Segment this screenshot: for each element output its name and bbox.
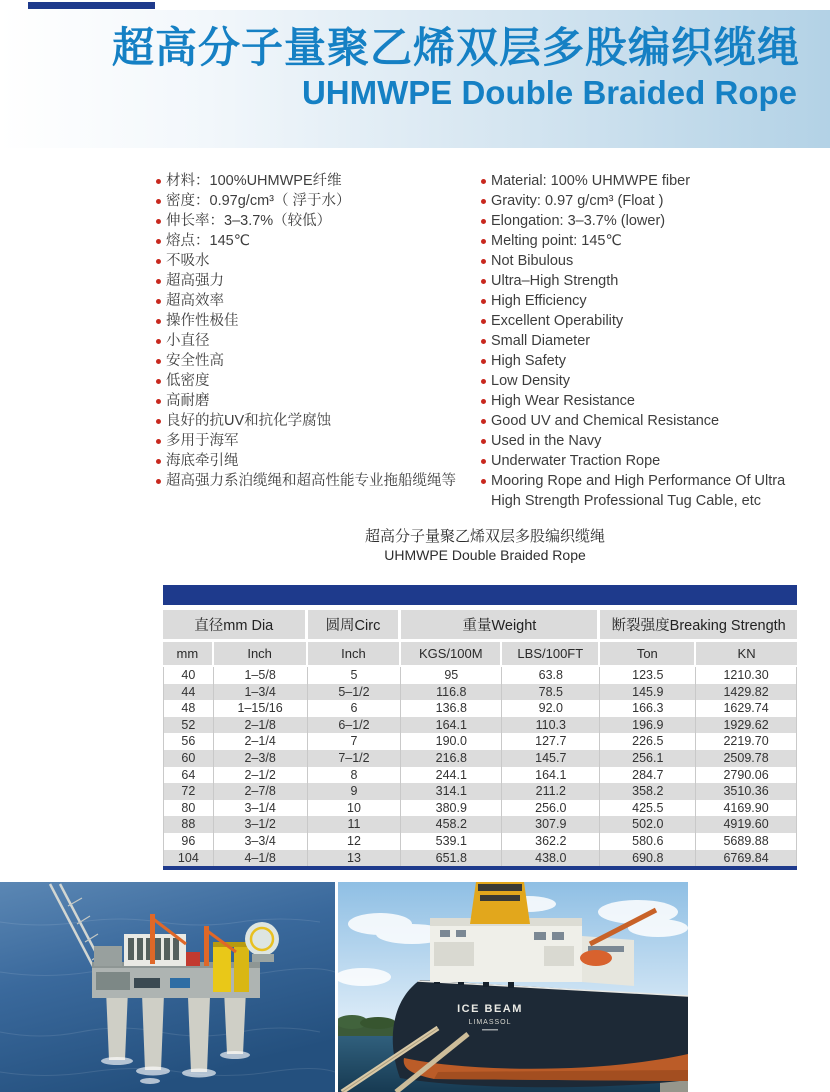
table-cell: 145.9: [600, 684, 696, 701]
feature-item: 不吸水: [155, 251, 480, 271]
table-top-bar: [163, 585, 797, 605]
feature-item: Underwater Traction Rope: [480, 451, 803, 471]
photo-strip: [0, 882, 830, 1092]
feature-item: 安全性高: [155, 351, 480, 371]
table-cell: 458.2: [401, 816, 502, 833]
photo-ship-stern: [338, 882, 688, 1092]
page-title-zh: 超高分子量聚乙烯双层多股编织缆绳: [111, 24, 800, 71]
table-cell: 110.3: [502, 717, 600, 734]
table-caption-en: UHMWPE Double Braided Rope: [384, 547, 586, 563]
corner-accent-bar: [28, 2, 155, 9]
table-cell: 1–5/8: [214, 667, 308, 684]
table-column-header: KGS/100M: [401, 642, 502, 667]
feature-item: 多用于海军: [155, 431, 480, 451]
table-cell: 123.5: [600, 667, 696, 684]
table-unit-header-row: [163, 642, 797, 667]
table-cell: 6769.84: [696, 850, 797, 867]
table-group-header: 直径mm Dia: [163, 610, 308, 642]
table-cell: 216.8: [401, 750, 502, 767]
table-cell: 3–1/2: [214, 816, 308, 833]
table-cell: 5–1/2: [308, 684, 402, 701]
table-cell: 40: [163, 667, 214, 684]
table-cell: 11: [308, 816, 402, 833]
table-cell: 164.1: [401, 717, 502, 734]
table-cell: 52: [163, 717, 214, 734]
table-column-header: Inch: [308, 642, 402, 667]
table-cell: 1629.74: [696, 700, 797, 717]
feature-item: Gravity: 0.97 g/cm³ (Float ): [480, 191, 803, 211]
table-cell: 13: [308, 850, 402, 867]
table-row: [163, 733, 797, 750]
table-cell: 9: [308, 783, 402, 800]
table-cell: 12: [308, 833, 402, 850]
table-cell: 7–1/2: [308, 750, 402, 767]
table-cell: 2–1/4: [214, 733, 308, 750]
table-cell: 136.8: [401, 700, 502, 717]
feature-item: 熔点：145℃: [155, 231, 480, 251]
table-cell: 4919.60: [696, 816, 797, 833]
table-cell: 104: [163, 850, 214, 867]
table-cell: 1429.82: [696, 684, 797, 701]
table-cell: 196.9: [600, 717, 696, 734]
table-caption: [160, 527, 810, 564]
table-row: [163, 700, 797, 717]
table-cell: 314.1: [401, 783, 502, 800]
table-cell: 1–15/16: [214, 700, 308, 717]
table-cell: 44: [163, 684, 214, 701]
table-column-header: Inch: [214, 642, 308, 667]
feature-item: 密度：0.97g/cm³（ 浮于水）: [155, 191, 480, 211]
feature-item: Good UV and Chemical Resistance: [480, 411, 803, 431]
feature-item: Excellent Operability: [480, 311, 803, 331]
table-column-header: LBS/100FT: [502, 642, 600, 667]
table-cell: 307.9: [502, 816, 600, 833]
table-cell: 284.7: [600, 767, 696, 784]
table-column-header: KN: [696, 642, 797, 667]
spec-table: [163, 610, 797, 866]
table-cell: 96: [163, 833, 214, 850]
table-cell: 425.5: [600, 800, 696, 817]
feature-list-zh: [155, 171, 480, 511]
ship-stern-illustration: [338, 882, 688, 1092]
table-cell: 211.2: [502, 783, 600, 800]
table-cell: 256.0: [502, 800, 600, 817]
table-cell: 256.1: [600, 750, 696, 767]
table-cell: 116.8: [401, 684, 502, 701]
table-cell: 2790.06: [696, 767, 797, 784]
table-caption-zh: 超高分子量聚乙烯双层多股编织缆绳: [364, 528, 605, 545]
feature-item: Used in the Navy: [480, 431, 803, 451]
table-cell: 3–3/4: [214, 833, 308, 850]
table-cell: 6–1/2: [308, 717, 402, 734]
feature-item: Material: 100% UHMWPE fiber: [480, 171, 803, 191]
table-cell: 2–1/8: [214, 717, 308, 734]
feature-item: 材料：100%UHMWPE纤维: [155, 171, 480, 191]
feature-item: 超高强力: [155, 271, 480, 291]
feature-item: 小直径: [155, 331, 480, 351]
table-group-header-row: [163, 610, 797, 642]
table-column-header: Ton: [600, 642, 696, 667]
feature-item: Melting point: 145℃: [480, 231, 803, 251]
table-cell: 63.8: [502, 667, 600, 684]
table-cell: 362.2: [502, 833, 600, 850]
table-cell: 88: [163, 816, 214, 833]
photo-offshore-platform: [0, 882, 335, 1092]
table-cell: 226.5: [600, 733, 696, 750]
table-cell: 8: [308, 767, 402, 784]
table-cell: 502.0: [600, 816, 696, 833]
table-row: [163, 833, 797, 850]
table-group-header: 重量Weight: [401, 610, 600, 642]
table-row: [163, 717, 797, 734]
table-cell: 5689.88: [696, 833, 797, 850]
feature-item: 低密度: [155, 371, 480, 391]
table-row: [163, 767, 797, 784]
feature-item: Small Diameter: [480, 331, 803, 351]
table-cell: 358.2: [600, 783, 696, 800]
table-group-header: 圆周Circ: [308, 610, 402, 642]
table-cell: 2–1/2: [214, 767, 308, 784]
table-cell: 92.0: [502, 700, 600, 717]
table-cell: 1210.30: [696, 667, 797, 684]
ship-name-text: ICE BEAM: [457, 1003, 523, 1015]
table-row: [163, 816, 797, 833]
table-cell: 127.7: [502, 733, 600, 750]
feature-item: 超高效率: [155, 291, 480, 311]
table-cell: 1–3/4: [214, 684, 308, 701]
table-cell: 2509.78: [696, 750, 797, 767]
table-cell: 5: [308, 667, 402, 684]
offshore-platform-illustration: [0, 882, 335, 1092]
table-cell: 166.3: [600, 700, 696, 717]
table-cell: 438.0: [502, 850, 600, 867]
table-cell: 95: [401, 667, 502, 684]
table-group-header: 断裂强度Breaking Strength: [600, 610, 797, 642]
table-row: [163, 800, 797, 817]
table-cell: 48: [163, 700, 214, 717]
feature-lists: [155, 171, 803, 511]
table-cell: 4169.90: [696, 800, 797, 817]
table-cell: 651.8: [401, 850, 502, 867]
feature-item: Elongation: 3–3.7% (lower): [480, 211, 803, 231]
table-row: [163, 684, 797, 701]
table-cell: 244.1: [401, 767, 502, 784]
feature-item: 高耐磨: [155, 391, 480, 411]
table-cell: 690.8: [600, 850, 696, 867]
feature-item: Ultra–High Strength: [480, 271, 803, 291]
feature-item: High Efficiency: [480, 291, 803, 311]
table-cell: 580.6: [600, 833, 696, 850]
feature-item: High Wear Resistance: [480, 391, 803, 411]
page-title-en: UHMWPE Double Braided Rope: [301, 74, 797, 111]
table-cell: 2–7/8: [214, 783, 308, 800]
table-cell: 7: [308, 733, 402, 750]
table-cell: 3–1/4: [214, 800, 308, 817]
table-column-header: mm: [163, 642, 214, 667]
feature-item: 超高强力系泊缆绳和超高性能专业拖船缆绳等: [155, 471, 480, 491]
table-cell: 3510.36: [696, 783, 797, 800]
table-cell: 2219.70: [696, 733, 797, 750]
table-cell: 10: [308, 800, 402, 817]
table-row: [163, 783, 797, 800]
spec-table-section: [163, 585, 797, 870]
table-cell: 4–1/8: [214, 850, 308, 867]
table-cell: 164.1: [502, 767, 600, 784]
table-cell: 56: [163, 733, 214, 750]
feature-item: 操作性极佳: [155, 311, 480, 331]
feature-item: Not Bibulous: [480, 251, 803, 271]
feature-item: Low Density: [480, 371, 803, 391]
table-cell: 6: [308, 700, 402, 717]
table-cell: 145.7: [502, 750, 600, 767]
table-cell: 78.5: [502, 684, 600, 701]
table-cell: 1929.62: [696, 717, 797, 734]
feature-item: 伸长率：3–3.7%（较低）: [155, 211, 480, 231]
table-cell: 64: [163, 767, 214, 784]
table-cell: 539.1: [401, 833, 502, 850]
feature-item: Mooring Rope and High Performance Of Ultra High Strength Professional Tug Cable, etc: [480, 471, 803, 511]
table-cell: 190.0: [401, 733, 502, 750]
page-banner: [0, 10, 830, 148]
table-row: [163, 667, 797, 684]
table-cell: 2–3/8: [214, 750, 308, 767]
table-row: [163, 750, 797, 767]
ship-port-text: LIMASSOL: [468, 1019, 512, 1026]
feature-item: 海底牵引绳: [155, 451, 480, 471]
table-row: [163, 850, 797, 867]
feature-item: 良好的抗UV和抗化学腐蚀: [155, 411, 480, 431]
table-cell: 60: [163, 750, 214, 767]
feature-list-en: [480, 171, 803, 511]
table-bottom-bar: [163, 866, 797, 870]
table-cell: 80: [163, 800, 214, 817]
table-cell: 72: [163, 783, 214, 800]
table-cell: 380.9: [401, 800, 502, 817]
feature-item: High Safety: [480, 351, 803, 371]
